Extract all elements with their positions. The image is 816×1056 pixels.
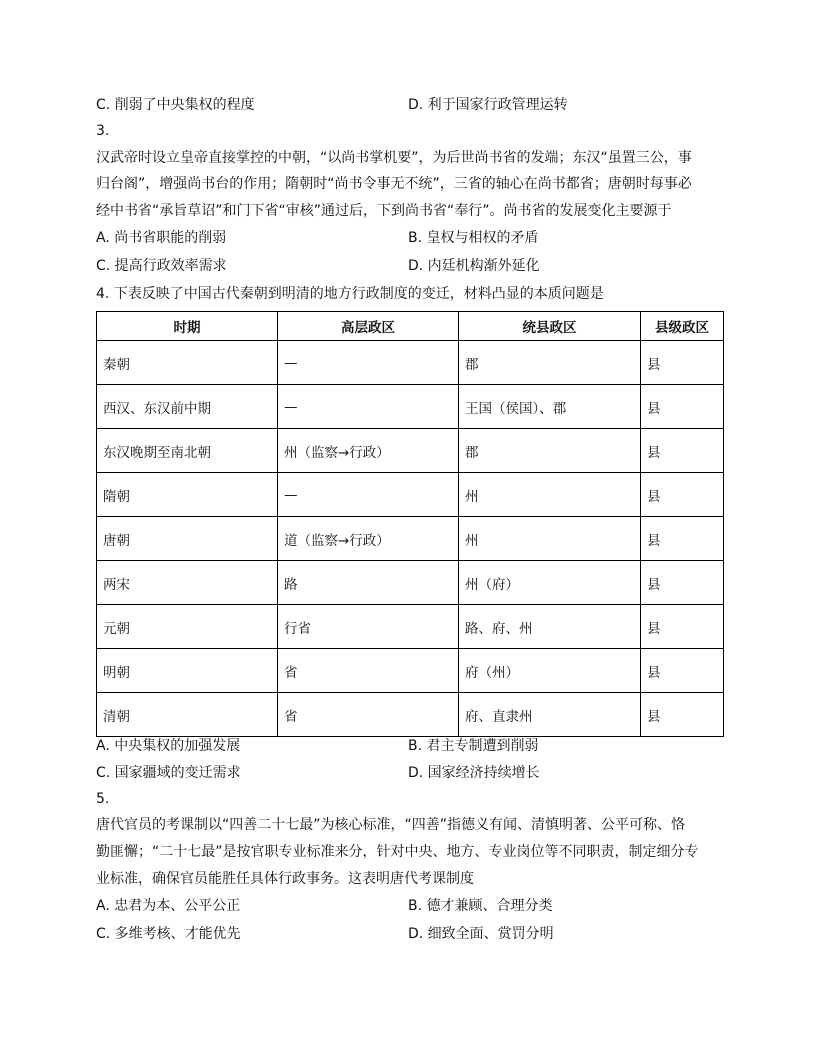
cell-high-level: 路	[278, 561, 459, 605]
option-b: B. 君主专制遭到削弱	[408, 738, 539, 754]
cell-county-level: 县	[641, 693, 724, 737]
table-row	[97, 649, 724, 693]
table-row	[97, 385, 724, 429]
header-high-level: 高层政区	[278, 312, 459, 341]
cell-county-governing: 路、府、州	[459, 605, 641, 649]
admin-system-table	[96, 311, 724, 737]
cell-period: 清朝	[97, 693, 278, 737]
option-a: A. 中央集权的加强发展	[96, 738, 241, 754]
cell-high-level: —	[278, 473, 459, 517]
table-row	[97, 605, 724, 649]
cell-county-governing: 郡	[459, 429, 641, 473]
cell-county-level: 县	[641, 385, 724, 429]
table-header-row	[97, 312, 724, 341]
option-d: D. 国家经济持续增长	[408, 765, 540, 781]
question-number: 5.	[96, 791, 110, 807]
cell-county-governing: 郡	[459, 341, 641, 385]
cell-high-level: —	[278, 385, 459, 429]
cell-period: 唐朝	[97, 517, 278, 561]
question-text-line: 归台阁”，增强尚书台的作用；隋朝时“尚书令事无不统”，三省的轴心在尚书都省；唐朝时每事必	[96, 176, 692, 192]
cell-high-level: 省	[278, 693, 459, 737]
option-d: D. 利于国家行政管理运转	[408, 97, 568, 113]
option-d: D. 细致全面、赏罚分明	[408, 926, 554, 942]
option-d: D. 内廷机构渐外延化	[408, 258, 540, 274]
option-c: C. 削弱了中央集权的程度	[96, 97, 255, 113]
cell-county-governing: 州	[459, 517, 641, 561]
table-row	[97, 429, 724, 473]
header-period: 时期	[97, 312, 278, 341]
cell-county-governing: 府（州）	[459, 649, 641, 693]
cell-high-level: —	[278, 341, 459, 385]
cell-county-level: 县	[641, 429, 724, 473]
option-b: B. 德才兼顾、合理分类	[408, 898, 553, 914]
header-county-level: 县级政区	[641, 312, 724, 341]
cell-county-level: 县	[641, 561, 724, 605]
option-c: C. 提高行政效率需求	[96, 258, 227, 274]
question-text-line: 汉武帝时设立皇帝直接掌控的中朝，“以尚书掌机要”，为后世尚书省的发端；东汉“虽置三公，事	[96, 150, 692, 166]
cell-county-level: 县	[641, 341, 724, 385]
cell-period: 东汉晚期至南北朝	[97, 429, 278, 473]
question-stem: 4. 下表反映了中国古代秦朝到明清的地方行政制度的变迁，材料凸显的本质问题是	[96, 286, 604, 302]
table-row	[97, 693, 724, 737]
cell-county-level: 县	[641, 517, 724, 561]
option-a: A. 尚书省职能的削弱	[96, 230, 227, 246]
question-text-line: 经中书省“承旨草诏”和门下省“审核”通过后，下到尚书省“奉行”。尚书省的发展变化主要源于	[96, 203, 672, 219]
cell-county-governing: 州（府）	[459, 561, 641, 605]
cell-county-level: 县	[641, 605, 724, 649]
cell-period: 西汉、东汉前中期	[97, 385, 278, 429]
cell-county-governing: 府、直隶州	[459, 693, 641, 737]
table-row	[97, 341, 724, 385]
option-c: C. 国家疆域的变迁需求	[96, 765, 241, 781]
cell-high-level: 道（监察→行政）	[278, 517, 459, 561]
cell-high-level: 省	[278, 649, 459, 693]
cell-high-level: 州（监察→行政）	[278, 429, 459, 473]
header-county-governing: 统县政区	[459, 312, 641, 341]
cell-county-governing: 王国（侯国）、郡	[459, 385, 641, 429]
cell-period: 两宋	[97, 561, 278, 605]
cell-county-level: 县	[641, 649, 724, 693]
cell-county-level: 县	[641, 473, 724, 517]
option-c: C. 多维考核、才能优先	[96, 926, 241, 942]
table-row	[97, 517, 724, 561]
cell-county-governing: 州	[459, 473, 641, 517]
table-row	[97, 473, 724, 517]
question-text-line: 业标准，确保官员能胜任具体行政事务。这表明唐代考课制度	[96, 871, 474, 887]
question-text-line: 勤匪懈；“二十七最”是按官职专业标准来分，针对中央、地方、专业岗位等不同职责，制定细分专	[96, 844, 699, 860]
cell-high-level: 行省	[278, 605, 459, 649]
option-a: A. 忠君为本、公平公正	[96, 898, 241, 914]
cell-period: 秦朝	[97, 341, 278, 385]
question-number: 3.	[96, 123, 110, 139]
table-row	[97, 561, 724, 605]
cell-period: 隋朝	[97, 473, 278, 517]
cell-period: 元朝	[97, 605, 278, 649]
question-text-line: 唐代官员的考课制以“四善二十七最”为核心标准，“四善”指德义有闻、清慎明著、公平可称、恪	[96, 817, 686, 833]
cell-period: 明朝	[97, 649, 278, 693]
option-b: B. 皇权与相权的矛盾	[408, 230, 539, 246]
